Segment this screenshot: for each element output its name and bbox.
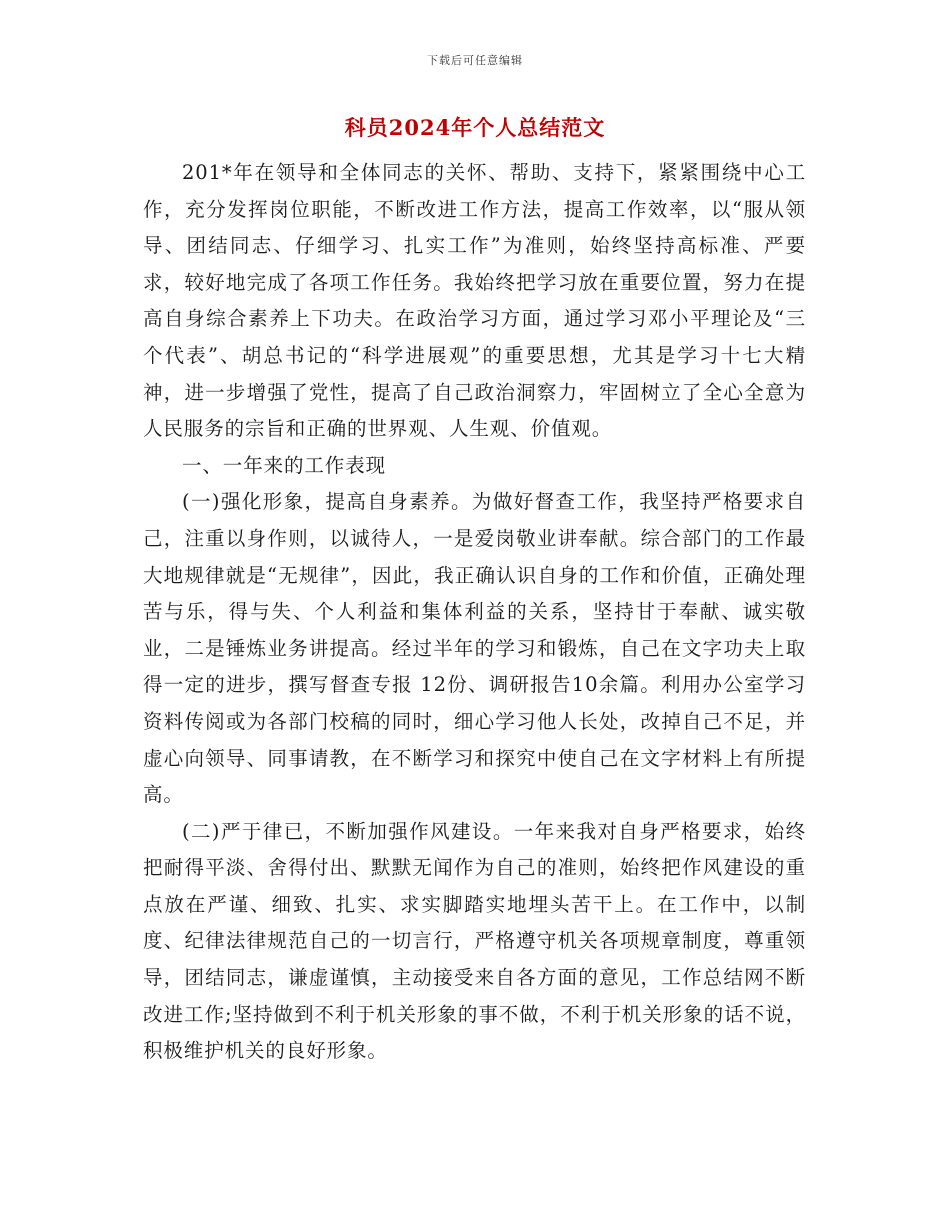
section-heading: 一、一年来的工作表现 [182,453,387,477]
paragraph-intro: 201*年在领导和全体同志的关怀、帮助、支持下，紧紧围绕中心工作，充分发挥岗位职能，不断改进工作方法，提高工作效率，以“服从领导、团结同志、仔细学习、扎实工作”为准则，始终坚持高标准、严要求，较好地完成了各项工作任务。我始终把学习放在重要位置，努力在提高自身综合素养上下功夫。在政治学习方面，通过学习邓小平理论及“三个代表”、胡总书记的“科学进展观”的重要思想，尤其是学习十七大精神，进一步增强了党性，提高了自己政治洞察力，牢固树立了全心全意为人民服务的宗旨和正确的世界观、人生观、价值观。 [143,161,806,441]
document-title: 科员2024年个人总结范文 [344,115,606,140]
paragraph-section-1: (一)强化形象，提高自身素养。为做好督查工作，我坚持严格要求自己，注重以身作则，以诚待人，一是爱岗敬业讲奉献。综合部门的工作最大地规律就是“无规律”，因此，我正确认识自身的工作和价值，正确处理苦与乐，得与失、个人利益和集体利益的关系，坚持甘于奉献、诚实敬业，二是锤炼业务讲提高。经过半年的学习和锻炼，自己在文字功夫上取得一定的进步，撰写督查专报 12份、调研报告10余篇。利用办公室学习资料传阅或为各部门校稿的同时，细心学习他人长处，改掉自己不足，并虚心向领导、同事请教，在不断学习和探究中使自己在文字材料上有所提高。 [143,490,806,807]
document-body [143,155,806,1070]
page-header-note: 下载后可任意编辑 [427,54,523,67]
paragraph-section-2: (二)严于律已，不断加强作风建设。一年来我对自身严格要求，始终把耐得平淡、舍得付出、默默无闻作为自己的准则，始终把作风建设的重点放在严谨、细致、扎实、求实脚踏实地埋头苦干上。在工作中，以制度、纪律法律规范自己的一切言行，严格遵守机关各项规章制度，尊重领导，团结同志，谦虚谨慎，主动接受来自各方面的意见，工作总结网不断改进工作;坚持做到不利于机关形象的事不做，不利于机关形象的话不说，积极维护机关的良好形象。 [143,819,806,1063]
